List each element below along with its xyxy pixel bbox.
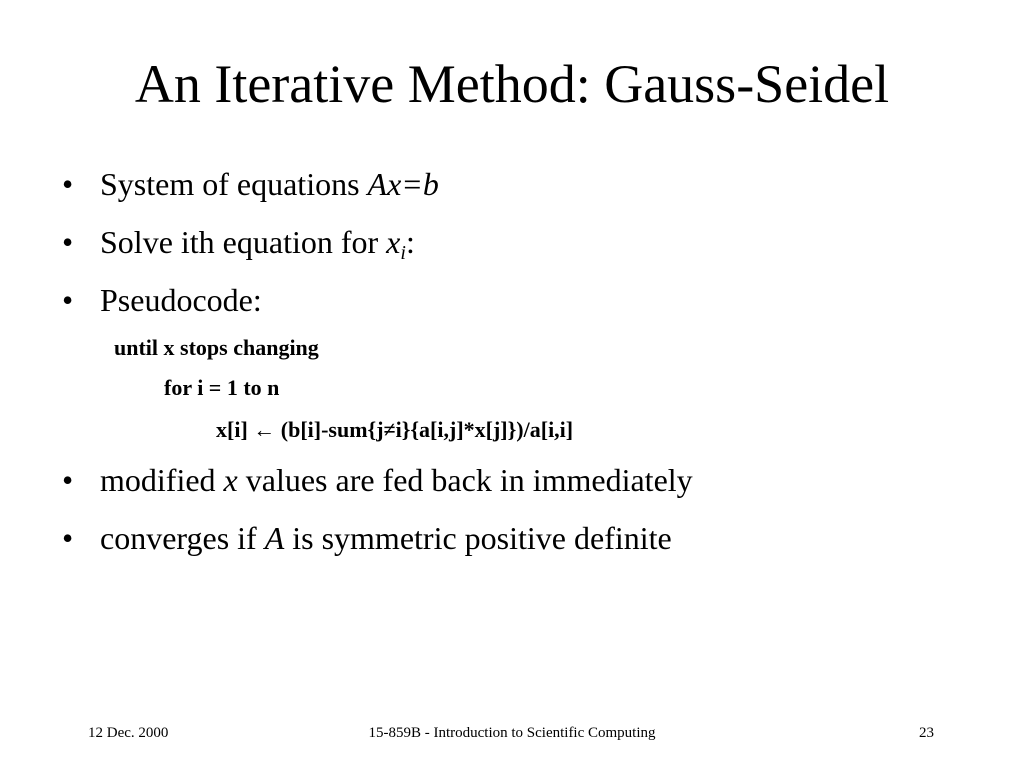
bullet-math-subscript: i [400, 242, 406, 264]
slide-title: An Iterative Method: Gauss-Seidel [134, 54, 890, 114]
bullet-math: x [223, 462, 238, 498]
bullet-marker: • [62, 462, 74, 498]
pseudocode-line-until: until x stops changing [114, 335, 319, 360]
bullet-marker: • [62, 520, 74, 556]
bullet-text: converges if [100, 520, 265, 556]
footer-page-number: 23 [919, 725, 934, 741]
bullet-math: x [386, 224, 401, 260]
bullet-math: Ax=b [367, 166, 439, 202]
bullet-text: Solve ith equation for [100, 224, 387, 260]
bullet-system-of-equations [62, 164, 439, 204]
pseudocode-line-for: for i = 1 to n [164, 375, 280, 400]
bullet-text-suffix: is symmetric positive definite [284, 520, 672, 556]
bullet-modified-values [62, 460, 693, 500]
bullet-pseudocode [62, 280, 262, 320]
bullet-marker: • [62, 282, 74, 318]
footer-course: 15-859B - Introduction to Scientific Computing [368, 725, 656, 741]
bullet-math: A [264, 520, 285, 556]
bullet-text-suffix: : [405, 224, 415, 260]
bullet-text-suffix: values are fed back in immediately [237, 462, 693, 498]
bullet-solve-ith-equation [62, 222, 415, 262]
pseudocode-line-update: x[i] ← (b[i]-sum{j≠i}{a[i,j]*x[j]})/a[i,i] [216, 417, 574, 442]
bullet-text: modified [100, 462, 224, 498]
bullet-marker: • [62, 224, 74, 260]
bullet-text: System of equations [100, 166, 368, 202]
footer-date: 12 Dec. 2000 [88, 725, 169, 741]
bullet-marker: • [62, 166, 74, 202]
bullet-converges [62, 518, 672, 558]
bullet-text: Pseudocode: [100, 282, 262, 318]
